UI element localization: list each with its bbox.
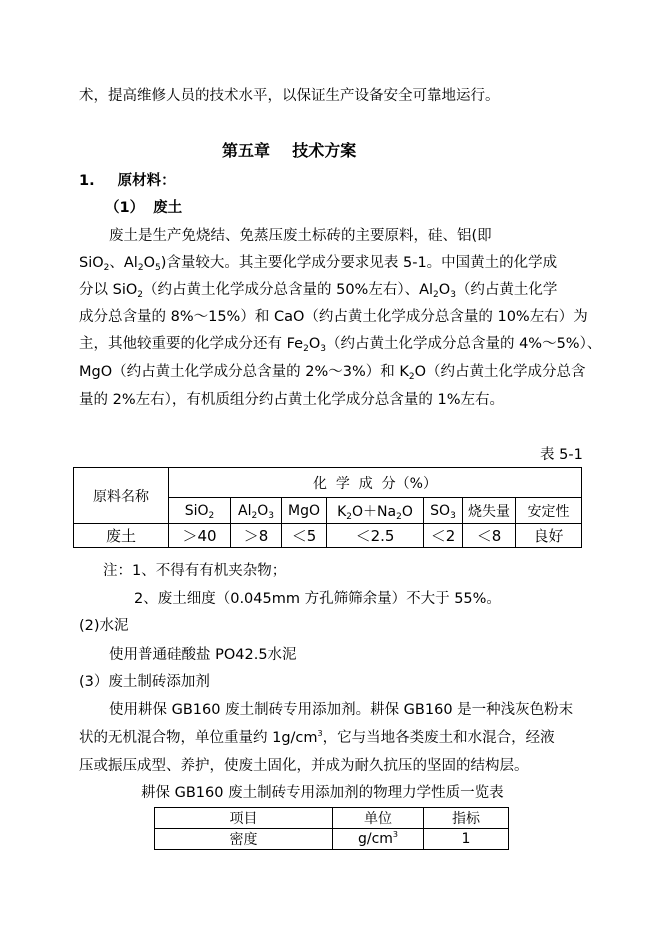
header-chemical-composition: 化 学 成 分（%） [169,468,582,498]
chapter-title: 第五章 技术方案 [222,141,357,160]
paragraph-line: 使用耕保 GB160 废土制砖专用添加剂。耕保 GB160 是一种浅灰色粉末 [109,702,574,718]
column-header: $Al_2O_3$ [231,498,282,524]
table-header-row [155,808,509,829]
composition-table [73,467,582,548]
table-cell: 良好 [516,524,582,548]
table-row [155,829,509,850]
paragraph-line: 分以 SiO$_2$（约占黄土化学成分总含量的 50%左右）、$Al_2O_3$（约占黄土化学 [79,282,558,300]
table-cell: ＞8 [231,524,282,548]
table-cell: ＜8 [463,524,516,548]
column-header: $SO_3$ [424,498,463,524]
paragraph-line: 使用普通硅酸盐 PO42.5水泥 [109,647,297,663]
properties-table [154,807,509,850]
paragraph-line: 压或振压成型、养护，使废土固化，并成为耐久抗压的坚固的结构层。 [79,758,529,774]
paragraph-line: 状的无机混合物，单位重量约 $1g/cm^3$，它与当地各类废土和水混合，经液 [79,729,555,746]
table-caption: 表 5-1 [540,447,583,463]
paragraph-line: 主，其他较重要的化学成分还有 $Fe_2O_3$（约占黄土化学成分总含量的 4%～5%）、 [79,336,602,354]
table-cell: $g/cm^3$ [333,829,424,850]
subsection-number: （1） [105,200,145,216]
intro-line: 术，提高维修人员的技术水平，以保证生产设备安全可靠地运行。 [79,88,500,104]
table-cell: 废土 [74,524,169,548]
section-title: 原材料： [117,173,176,189]
subsection-heading: (3）废土制砖添加剂 [79,674,210,690]
column-header: MgO [282,498,327,524]
note-line: 注：1、不得有有机夹杂物； [103,563,287,579]
paragraph-line: 量的 2%左右），有机质组分约占黄土化学成分总含量的 1%左右。 [79,392,504,408]
table-cell: 1 [424,829,509,850]
column-header: 单位 [333,808,424,829]
table-cell: 密度 [155,829,333,850]
table-caption: 耕保 GB160 废土制砖专用添加剂的物理力学性质一览表 [141,785,504,801]
table-cell: ＞40 [169,524,231,548]
column-header: $K_2O+Na_2O$ [327,498,424,524]
subsection-title: 废土 [153,200,183,216]
column-header: 指标 [424,808,509,829]
paragraph-line: 成分总含量的 8%～15%）和 CaO（约占黄土化学成分总含量的 10%左右）为 [79,309,588,325]
table-cell: ＜5 [282,524,327,548]
note-line: 2、废土细度（0.045mm 方孔筛筛余量）不大于 55%。 [134,591,501,607]
paragraph-line: 废土是生产免烧结、免蒸压废土标砖的主要原料，硅、铝(即 [109,228,492,244]
paragraph-line: MgO（约占黄土化学成分总含量的 2%～3%）和 $K_2O$（约占黄土化学成分总含 [79,364,586,382]
column-header: 项目 [155,808,333,829]
paragraph-line: SiO$_2$、$Al_2O_5$)含量较大。其主要化学成分要求见表 5-1。中国黄土的化学成 [79,255,558,273]
column-header: 烧失量 [463,498,516,524]
table-cell: ＜2.5 [327,524,424,548]
header-material-name: 原料名称 [74,468,169,524]
table-cell: ＜2 [424,524,463,548]
column-header: SiO$_2$ [169,498,231,524]
subsection-heading [105,199,182,217]
section-heading [79,172,176,190]
subsection-heading: (2)水泥 [79,618,129,634]
column-header: 安定性 [516,498,582,524]
table-row [74,524,582,548]
section-number: 1. [79,173,95,189]
